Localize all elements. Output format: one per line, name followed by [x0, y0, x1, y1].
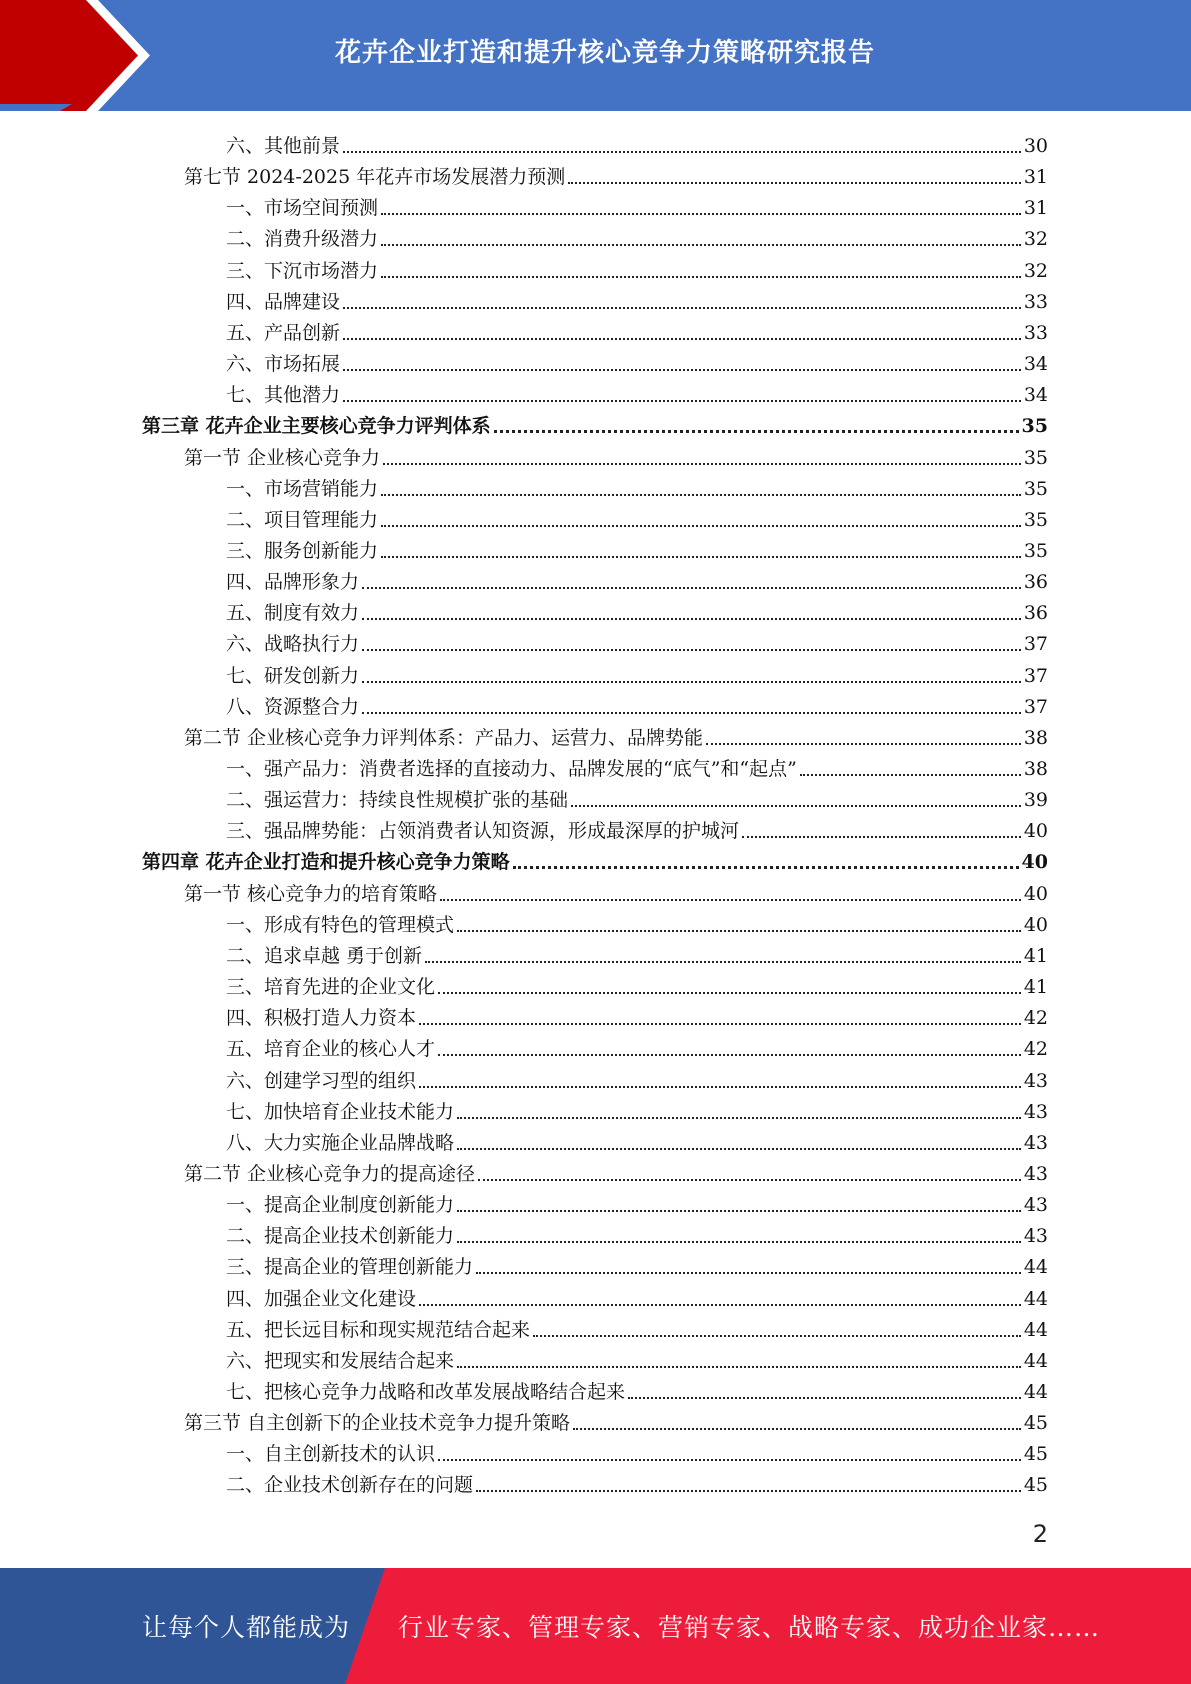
toc-entry-page: 45	[1023, 1412, 1048, 1435]
toc-entry-item[interactable]	[226, 906, 1048, 937]
toc-entry-section[interactable]	[184, 439, 1048, 470]
toc-entry-page: 40	[1023, 882, 1048, 905]
toc-entry-page: 35	[1023, 446, 1048, 469]
toc-entry-page: 32	[1023, 228, 1048, 251]
toc-entry-page: 33	[1023, 290, 1048, 313]
toc-entry-item[interactable]	[226, 1186, 1048, 1217]
toc-entry-title: 二、提高企业技术创新能力	[226, 1225, 455, 1248]
toc-dot-leader	[457, 1117, 1021, 1119]
toc-entry-title: 二、追求卓越 勇于创新	[226, 944, 423, 967]
toc-entry-chapter[interactable]	[142, 407, 1048, 438]
toc-dot-leader	[457, 930, 1021, 932]
toc-dot-leader	[476, 1272, 1021, 1274]
toc-entry-item[interactable]	[226, 750, 1048, 781]
toc-entry-item[interactable]	[226, 470, 1048, 501]
toc-dot-leader	[381, 525, 1021, 527]
toc-dot-leader	[438, 992, 1021, 994]
toc-entry-title: 一、强产品力：消费者选择的直接动力、品牌发展的“底气”和“起点”	[226, 758, 797, 780]
toc-entry-title: 四、加强企业文化建设	[226, 1287, 417, 1310]
toc-entry-page: 31	[1023, 197, 1048, 220]
toc-entry-page: 44	[1023, 1287, 1048, 1310]
toc-entry-item[interactable]	[226, 1373, 1048, 1404]
toc-entry-page: 44	[1023, 1256, 1048, 1279]
toc-entry-title: 第四章 花卉企业打造和提升核心竞争力策略	[142, 851, 510, 874]
toc-entry-section[interactable]	[184, 158, 1048, 189]
toc-entry-title: 一、市场营销能力	[226, 477, 379, 500]
toc-entry-page: 35	[1023, 477, 1048, 500]
toc-dot-leader	[383, 463, 1021, 465]
toc-entry-item[interactable]	[226, 127, 1048, 158]
toc-entry-item[interactable]	[226, 345, 1048, 376]
footer-slogan-right: 行业专家、管理专家、营销专家、战略专家、成功企业家……	[398, 1613, 1101, 1642]
toc-dot-leader	[381, 276, 1021, 278]
toc-entry-page: 42	[1023, 1007, 1048, 1030]
toc-dot-leader	[457, 1241, 1021, 1243]
toc-entry-title: 二、企业技术创新存在的问题	[226, 1474, 474, 1497]
toc-entry-item[interactable]	[226, 1280, 1048, 1311]
toc-entry-title: 二、项目管理能力	[226, 508, 379, 531]
toc-dot-leader	[362, 618, 1021, 620]
toc-dot-leader	[381, 556, 1021, 558]
toc-dot-leader	[381, 213, 1021, 215]
toc-dot-leader	[362, 649, 1021, 651]
toc-entry-title: 八、资源整合力	[226, 695, 360, 718]
toc-dot-leader	[476, 1490, 1021, 1492]
toc-entry-page: 37	[1023, 664, 1048, 687]
toc-entry-section[interactable]	[184, 1155, 1048, 1186]
toc-entry-page: 41	[1023, 976, 1048, 999]
toc-entry-title: 第二节 企业核心竞争力评判体系：产品力、运营力、品牌势能	[184, 726, 704, 749]
toc-entry-item[interactable]	[226, 1030, 1048, 1061]
toc-entry-title: 三、强品牌势能：占领消费者认知资源，形成最深厚的护城河	[226, 820, 740, 843]
toc-entry-section[interactable]	[184, 719, 1048, 750]
toc-entry-title: 六、战略执行力	[226, 633, 360, 656]
toc-entry-section[interactable]	[184, 875, 1048, 906]
toc-entry-page: 43	[1023, 1131, 1048, 1154]
toc-entry-item[interactable]	[226, 189, 1048, 220]
toc-entry-title: 七、其他潜力	[226, 384, 341, 407]
toc-dot-leader	[457, 1210, 1021, 1212]
toc-dot-leader	[478, 1179, 1021, 1181]
toc-entry-page: 30	[1023, 135, 1048, 157]
page-footer	[0, 1568, 1191, 1684]
toc-entry-title: 第三节 自主创新下的企业技术竞争力提升策略	[184, 1412, 571, 1435]
toc-entry-item[interactable]	[226, 532, 1048, 563]
toc-entry-item[interactable]	[226, 1466, 1048, 1497]
toc-dot-leader	[494, 430, 1019, 433]
toc-dot-leader	[343, 400, 1021, 402]
toc-entry-title: 四、品牌建设	[226, 290, 341, 313]
toc-entry-page: 40	[1023, 820, 1048, 843]
toc-entry-title: 第三章 花卉企业主要核心竞争力评判体系	[142, 415, 491, 438]
toc-entry-section[interactable]	[184, 1404, 1048, 1435]
toc-dot-leader	[419, 1023, 1021, 1025]
toc-entry-title: 四、品牌形象力	[226, 571, 360, 594]
toc-entry-title: 六、其他前景	[226, 135, 341, 157]
toc-entry-item[interactable]	[226, 999, 1048, 1030]
toc-entry-page: 35	[1023, 508, 1048, 531]
toc-entry-item[interactable]	[226, 1217, 1048, 1248]
toc-entry-title: 七、研发创新力	[226, 664, 360, 687]
toc-dot-leader	[438, 1054, 1021, 1056]
toc-dot-leader	[343, 369, 1021, 371]
toc-entry-page: 39	[1023, 789, 1048, 812]
toc-entry-title: 五、产品创新	[226, 321, 341, 344]
toc-entry-page: 43	[1023, 1225, 1048, 1248]
toc-entry-page: 40	[1023, 913, 1048, 936]
toc-entry-title: 三、下沉市场潜力	[226, 259, 379, 282]
toc-entry-title: 六、市场拓展	[226, 353, 341, 376]
toc-entry-item[interactable]	[226, 688, 1048, 719]
toc-entry-page: 44	[1023, 1349, 1048, 1372]
toc-entry-item[interactable]	[226, 1124, 1048, 1155]
toc-entry-title: 六、把现实和发展结合起来	[226, 1349, 455, 1372]
toc-entry-item[interactable]	[226, 968, 1048, 999]
toc-dot-leader	[381, 494, 1021, 496]
toc-entry-title: 二、消费升级潜力	[226, 228, 379, 251]
toc-entry-item[interactable]	[226, 314, 1048, 345]
toc-entry-title: 一、形成有特色的管理模式	[226, 913, 455, 936]
toc-entry-item[interactable]	[226, 563, 1048, 594]
toc-entry-page: 45	[1023, 1474, 1048, 1497]
toc-entry-title: 第二节 企业核心竞争力的提高途径	[184, 1162, 476, 1185]
toc-dot-leader	[362, 587, 1021, 589]
toc-entry-item[interactable]	[226, 625, 1048, 656]
toc-dot-leader	[571, 805, 1021, 807]
toc-dot-leader	[419, 1304, 1021, 1306]
toc-entry-title: 二、强运营力：持续良性规模扩张的基础	[226, 789, 569, 812]
toc-entry-item[interactable]	[226, 1311, 1048, 1342]
toc-dot-leader	[533, 1335, 1021, 1337]
toc-entry-page: 37	[1023, 695, 1048, 718]
toc-entry-page: 38	[1023, 726, 1048, 749]
toc-dot-leader	[800, 774, 1021, 776]
toc-entry-title: 三、提高企业的管理创新能力	[226, 1256, 474, 1279]
toc-entry-page: 35	[1021, 415, 1048, 438]
toc-dot-leader	[742, 836, 1021, 838]
toc-dot-leader	[362, 712, 1021, 714]
report-title: 花卉企业打造和提升核心竞争力策略研究报告	[334, 37, 875, 68]
toc-entry-item[interactable]	[226, 501, 1048, 532]
toc-dot-leader	[362, 681, 1021, 683]
toc-entry-page: 34	[1023, 353, 1048, 376]
toc-entry-item[interactable]	[226, 594, 1048, 625]
toc-entry-page: 35	[1023, 539, 1048, 562]
toc-entry-title: 第一节 核心竞争力的培育策略	[184, 882, 438, 905]
toc-dot-leader	[438, 1459, 1021, 1461]
page-header	[0, 0, 1191, 111]
toc-entry-page: 32	[1023, 259, 1048, 282]
toc-entry-title: 八、大力实施企业品牌战略	[226, 1131, 455, 1154]
toc-entry-page: 33	[1023, 321, 1048, 344]
toc-entry-item[interactable]	[226, 220, 1048, 251]
toc-entry-title: 四、积极打造人力资本	[226, 1007, 417, 1030]
toc-entry-page: 43	[1023, 1194, 1048, 1217]
toc-entry-item[interactable]	[226, 657, 1048, 688]
toc-entry-title: 第一节 企业核心竞争力	[184, 446, 381, 469]
toc-dot-leader	[381, 244, 1021, 246]
toc-entry-page: 38	[1023, 758, 1048, 780]
toc-entry-title: 一、提高企业制度创新能力	[226, 1194, 455, 1217]
toc-entry-page: 36	[1023, 571, 1048, 594]
toc-entry-page: 42	[1023, 1038, 1048, 1061]
toc-entry-item[interactable]	[226, 1062, 1048, 1093]
toc-entry-page: 34	[1023, 384, 1048, 407]
toc-entry-title: 五、把长远目标和现实规范结合起来	[226, 1318, 531, 1341]
toc-dot-leader	[419, 1086, 1021, 1088]
toc-entry-title: 三、服务创新能力	[226, 539, 379, 562]
toc-dot-leader	[343, 307, 1021, 309]
toc-dot-leader	[425, 961, 1021, 963]
toc-dot-leader	[440, 899, 1021, 901]
toc-entry-item[interactable]	[226, 1248, 1048, 1279]
toc-entry-page: 45	[1023, 1443, 1048, 1466]
toc-entry-page: 44	[1023, 1381, 1048, 1403]
toc-dot-leader	[568, 182, 1021, 184]
toc-entry-title: 一、市场空间预测	[226, 197, 379, 220]
toc-entry-item[interactable]	[226, 252, 1048, 283]
toc-entry-item[interactable]	[226, 283, 1048, 314]
toc-entry-page: 40	[1021, 851, 1048, 874]
toc-entry-page: 43	[1023, 1069, 1048, 1092]
toc-entry-page: 37	[1023, 633, 1048, 656]
toc-entry-item[interactable]	[226, 1435, 1048, 1466]
toc-entry-item[interactable]	[226, 1093, 1048, 1124]
toc-entry-title: 第七节 2024-2025 年花卉市场发展潜力预测	[184, 166, 566, 189]
toc-entry-page: 31	[1023, 166, 1048, 189]
toc-dot-leader	[343, 151, 1021, 153]
toc-entry-item[interactable]	[226, 812, 1048, 843]
toc-entry-page: 41	[1023, 944, 1048, 967]
toc-dot-leader	[457, 1366, 1021, 1368]
toc-dot-leader	[706, 743, 1021, 745]
toc-dot-leader	[628, 1397, 1021, 1399]
toc-entry-item[interactable]	[226, 937, 1048, 968]
toc-entry-page: 43	[1023, 1162, 1048, 1185]
toc-entry-chapter[interactable]	[142, 843, 1048, 874]
header-arrow-accent	[0, 0, 160, 111]
toc-dot-leader	[513, 866, 1019, 869]
toc-entry-title: 五、培育企业的核心人才	[226, 1038, 436, 1061]
page-number: 2	[1032, 1520, 1048, 1548]
toc-entry-title: 七、加快培育企业技术能力	[226, 1100, 455, 1123]
toc-entry-title: 三、培育先进的企业文化	[226, 976, 436, 999]
footer-slogan-left: 让每个人都能成为	[142, 1613, 351, 1642]
toc-entry-item[interactable]	[226, 781, 1048, 812]
toc-dot-leader	[573, 1428, 1021, 1430]
toc-dot-leader	[457, 1148, 1021, 1150]
toc-entry-page: 44	[1023, 1318, 1048, 1341]
toc-entry-page: 36	[1023, 602, 1048, 625]
toc-entry-page: 43	[1023, 1100, 1048, 1123]
toc-entry-title: 一、自主创新技术的认识	[226, 1443, 436, 1466]
toc-entry-title: 六、创建学习型的组织	[226, 1069, 417, 1092]
toc-entry-item[interactable]	[226, 1342, 1048, 1373]
toc-dot-leader	[343, 338, 1021, 340]
toc-entry-title: 五、制度有效力	[226, 602, 360, 625]
toc-entry-title: 七、把核心竞争力战略和改革发展战略结合起来	[226, 1381, 626, 1403]
toc-entry-item[interactable]	[226, 376, 1048, 407]
